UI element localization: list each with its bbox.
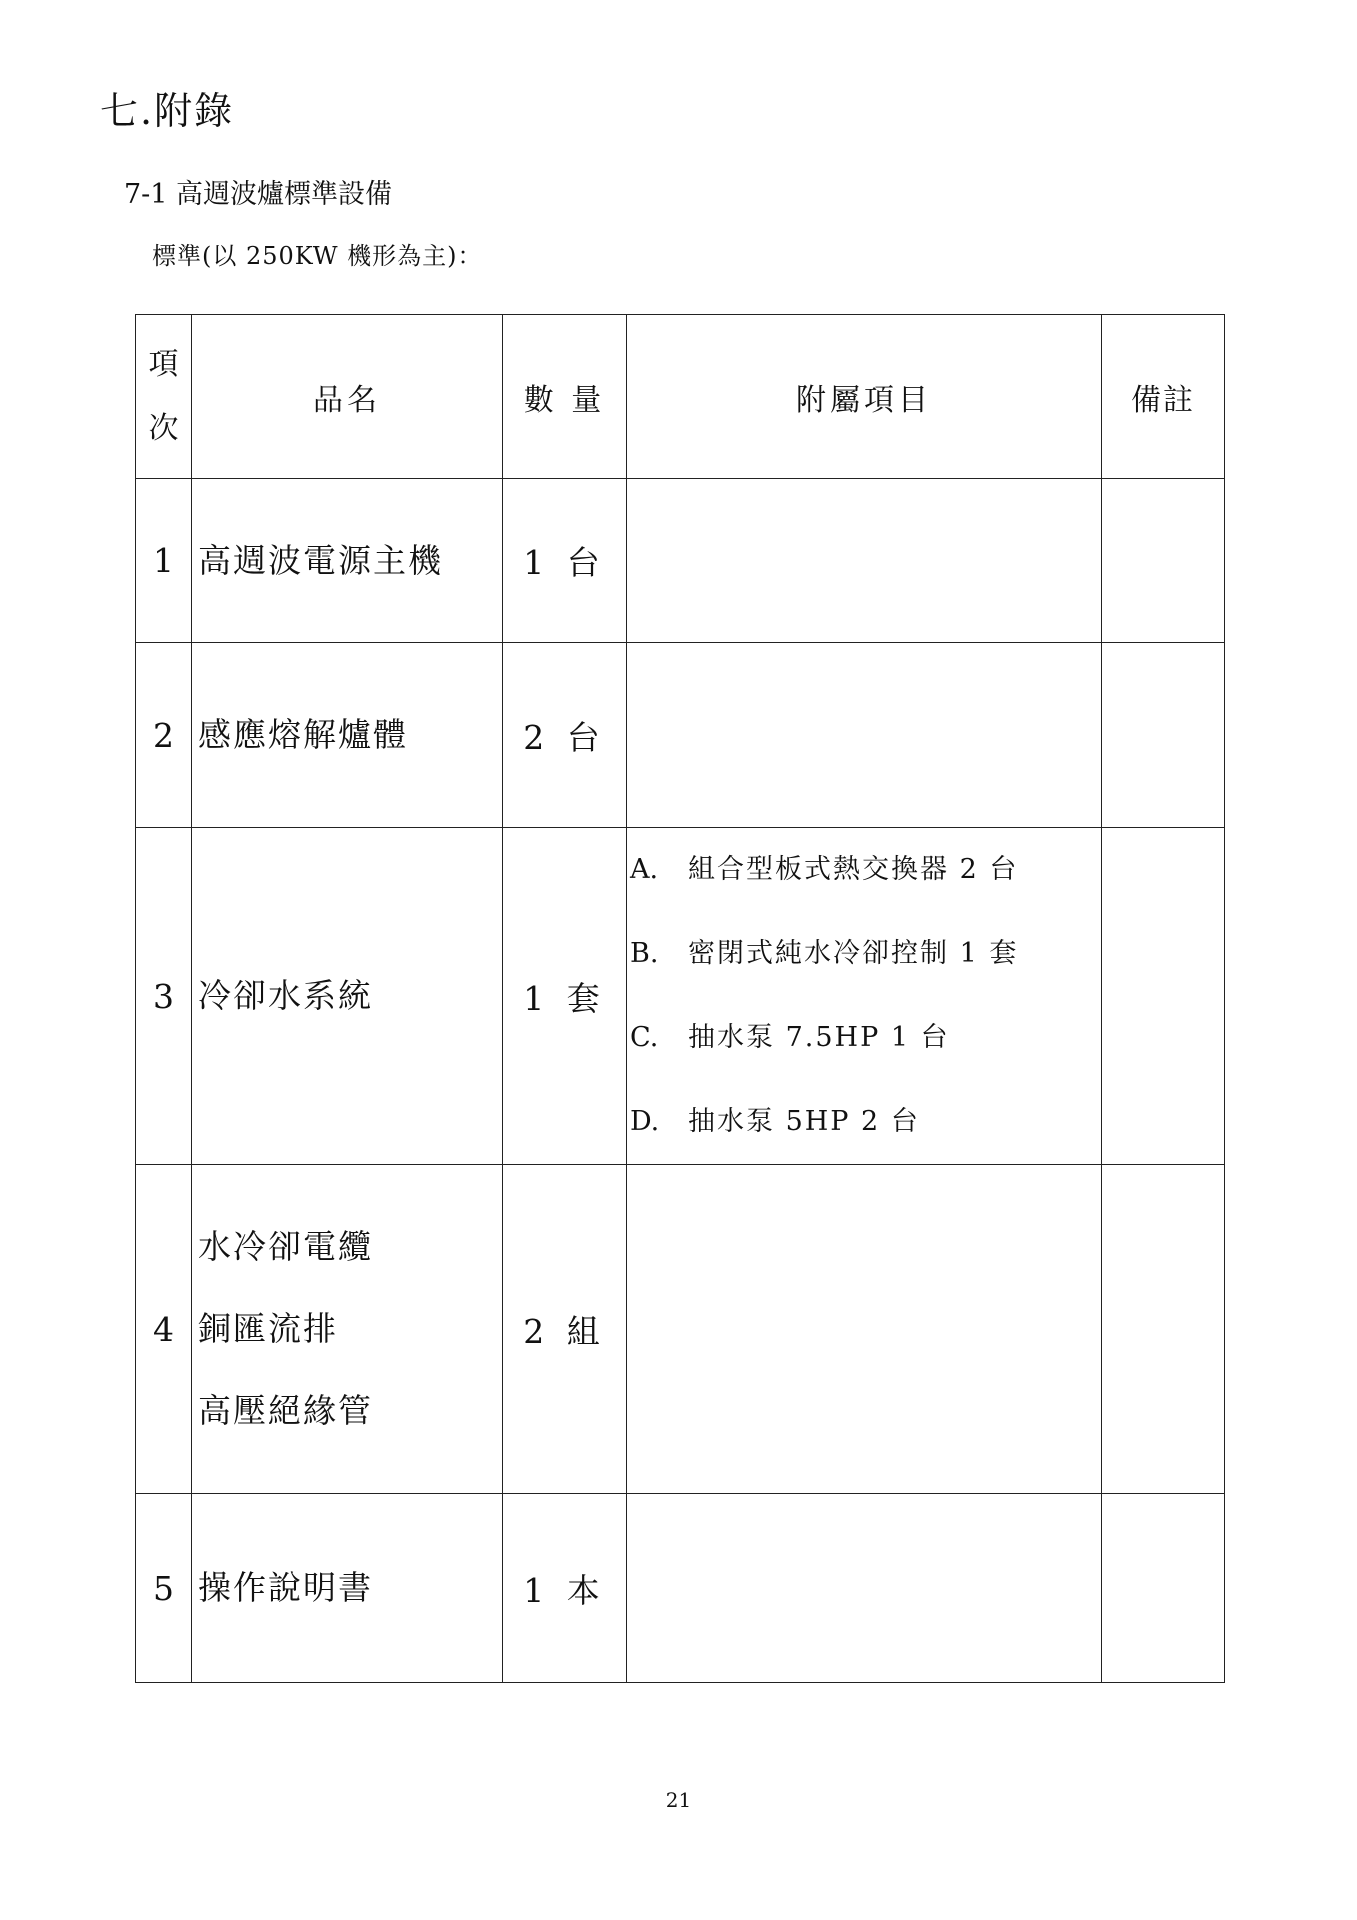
item-name-line: 高週波電源主機 [198, 540, 443, 580]
header-remark: 備註 [1102, 315, 1225, 479]
table-row [136, 479, 1225, 643]
section-heading: 七.附錄 [100, 89, 235, 133]
item-quantity: 2 台 [503, 643, 627, 828]
accessory-letter: D. [630, 1106, 660, 1137]
accessory-text: 抽水泵 5HP 2 台 [688, 1106, 920, 1137]
header-item-no [136, 315, 192, 479]
accessory-letter: A. [630, 854, 659, 885]
accessory-text: 組合型板式熱交換器 2 台 [688, 854, 1019, 885]
row-number: 5 [136, 1494, 192, 1683]
item-quantity: 2 組 [503, 1165, 627, 1494]
item-accessories [627, 643, 1102, 828]
item-name-line: 銅匯流排 [198, 1309, 338, 1348]
accessory-letter: C. [630, 1022, 659, 1053]
item-remark [1102, 643, 1225, 828]
item-name-line: 冷卻水系統 [198, 976, 373, 1015]
row-number: 2 [136, 643, 192, 828]
item-remark [1102, 1494, 1225, 1683]
table-row [136, 828, 1225, 1165]
row-number: 4 [136, 1165, 192, 1494]
item-accessories [627, 1494, 1102, 1683]
item-quantity: 1 套 [503, 828, 627, 1165]
item-name-line: 高壓絕緣管 [198, 1391, 373, 1430]
item-accessories [627, 479, 1102, 643]
standard-note: 標準(以 250KW 機形為主)： [152, 242, 483, 270]
item-remark [1102, 828, 1225, 1165]
accessory-line [627, 912, 1101, 996]
item-quantity: 1 本 [503, 1494, 627, 1683]
item-quantity: 1 台 [503, 479, 627, 643]
item-accessories [627, 828, 1102, 1165]
table-row [136, 643, 1225, 828]
accessory-letter: B. [630, 938, 659, 969]
table-row [136, 1494, 1225, 1683]
accessory-line [627, 996, 1101, 1080]
item-name [192, 479, 503, 643]
table-row [136, 1165, 1225, 1494]
item-name [192, 1165, 503, 1494]
item-remark [1102, 479, 1225, 643]
accessory-text: 抽水泵 7.5HP 1 台 [688, 1022, 950, 1053]
item-name [192, 643, 503, 828]
table-header-row [136, 315, 1225, 479]
header-accessories: 附屬項目 [627, 315, 1102, 479]
header-item-no-top: 項 [148, 346, 179, 382]
accessory-line [627, 1080, 1101, 1164]
subsection-heading: 7-1 高週波爐標準設備 [124, 179, 393, 210]
item-remark [1102, 1165, 1225, 1494]
item-accessories [627, 1165, 1102, 1494]
header-item-no-bottom: 次 [148, 410, 179, 446]
row-number: 1 [136, 479, 192, 643]
item-name-line: 水冷卻電纜 [198, 1227, 373, 1266]
item-name-line: 操作說明書 [198, 1568, 373, 1607]
header-name: 品名 [192, 315, 503, 479]
item-name [192, 828, 503, 1165]
header-qty: 數 量 [503, 315, 627, 479]
accessory-line [627, 828, 1101, 912]
accessory-text: 密閉式純水冷卻控制 1 套 [688, 938, 1019, 969]
page-number: 21 [665, 1788, 692, 1812]
item-name-line: 感應熔解爐體 [198, 715, 408, 754]
equipment-table [135, 314, 1225, 1683]
item-name [192, 1494, 503, 1683]
row-number: 3 [136, 828, 192, 1165]
